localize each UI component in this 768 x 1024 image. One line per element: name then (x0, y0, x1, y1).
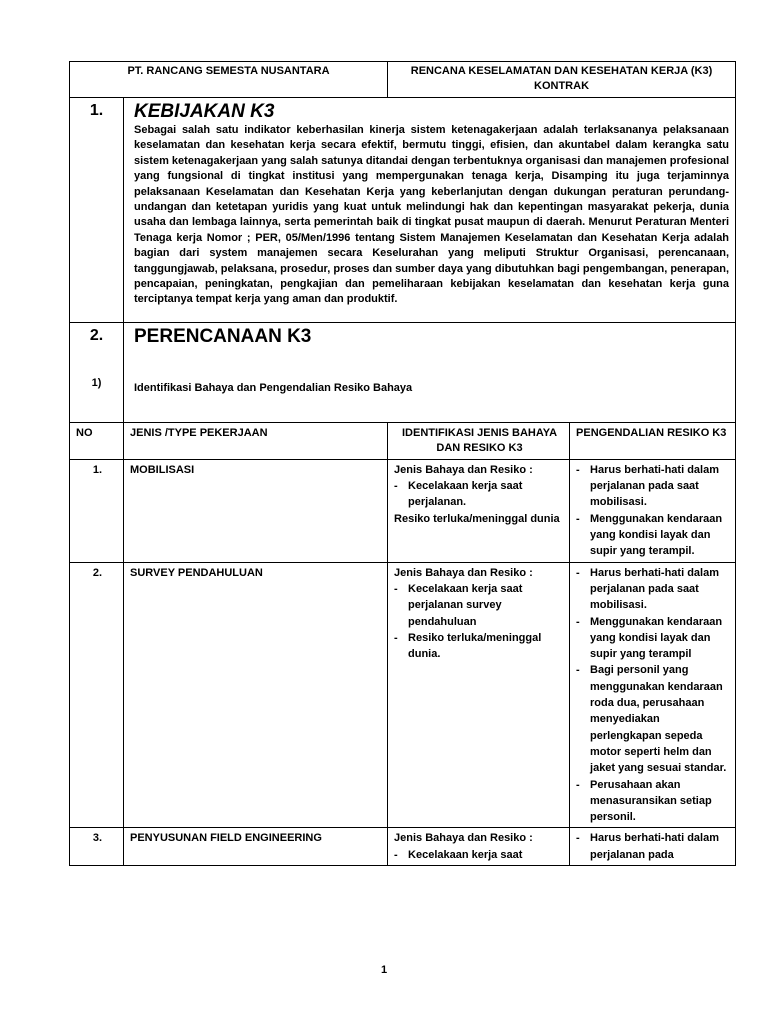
hazard-cell (388, 562, 570, 828)
document-title: RENCANA KESELAMATAN DAN KESEHATAN KERJA (K3) KONTRAK (388, 62, 736, 98)
hazard-list (394, 847, 565, 863)
hazard-cell (388, 459, 570, 562)
company-name: PT. RANCANG SEMESTA NUSANTARA (70, 62, 388, 98)
section-2-title: PERENCANAAN K3 (134, 325, 312, 347)
row-number: 1. (70, 459, 124, 562)
job-type: MOBILISASI (124, 459, 388, 562)
column-header-control: PENGENDALIAN RESIKO K3 (570, 422, 736, 459)
hazard-item: - Kecelakaan kerja saat perjalanan. (394, 478, 565, 511)
subsection-1-number: 1) (91, 376, 102, 389)
row-number: 3. (70, 828, 124, 866)
section-1-number: 1. (70, 98, 124, 323)
control-list (576, 830, 731, 863)
hazard-list (394, 581, 565, 662)
control-item: - Harus berhati-hati dalam perjalanan pada saat mobilisasi. (576, 462, 731, 511)
control-list (576, 462, 731, 560)
hazard-item: - Resiko terluka/meninggal dunia. (394, 630, 565, 663)
section-kebijakan (70, 98, 736, 323)
column-header-no: NO (70, 422, 124, 459)
control-item: - Harus berhati-hati dalam perjalanan pada (576, 830, 731, 863)
column-header-job: JENIS /TYPE PEKERJAAN (124, 422, 388, 459)
hazard-item: - Kecelakaan kerja saat perjalanan survey pendahuluan (394, 581, 565, 630)
hazard-list (394, 478, 565, 511)
row-number: 2. (70, 562, 124, 828)
table-row (70, 828, 736, 866)
section-perencanaan (70, 322, 736, 422)
control-item: - Perusahaan akan menasuransikan setiap personil. (576, 777, 731, 826)
section-1-body (124, 98, 736, 323)
control-item: - Menggunakan kendaraan yang kondisi layak dan supir yang terampil (576, 614, 731, 663)
column-header-hazard: IDENTIFIKASI JENIS BAHAYA DAN RESIKO K3 (388, 422, 570, 459)
job-type: SURVEY PENDAHULUAN (124, 562, 388, 828)
hazard-item: - Kecelakaan kerja saat (394, 847, 565, 863)
document-page (69, 61, 735, 866)
section-2-number: 2. (89, 326, 104, 344)
subsection-1-title: Identifikasi Bahaya dan Pengendalian Resiko Bahaya (134, 381, 413, 394)
control-item: - Harus berhati-hati dalam perjalanan pada saat mobilisasi. (576, 565, 731, 614)
section-1-paragraph: Sebagai salah satu indikator keberhasilan kinerja sistem ketenagakerjaan adalah terlaksananya pelaksanaan keselamatan dan kesehatan kerja secara efektif, bermutu tinggi, efisien, dan akuntabel dalam kerangka satu sistem ketenagakerjaan yang salah satunya ditandai dengan terbentuknya organisasi dan manajemen profesional yang fungsional di tingkat institusi yang mempergunakan tenaga kerja, Disamping itu juga terjaminnya pelaksanaan Keselamatan dan Kesehatan Kerja yang keberlanjutan dengan dukungan peraturan perundang-undangan dan ketetapan yuridis yang kuat untuk melindungi hak dan kepentingan masyarakat pekerja, dunia usaha dan lembaga lainnya, serta pemerintah baik di tingkat pusat maupun di daerah. Menurut Peraturan Menteri Tenaga kerja Nomor ; PER, 05/Men/1996 tentang Sistem Manajemen Keselamatan dan Kesehatan Kerja adalah bagian dari system manajemen secara Keselurahan yang meliputi Struktur Organisasi, perencanaan, tanggungjawab, pelaksana, prosedur, proses dan sumber daya yang dibutuhkan bagi pengembangan, penerapan, pencapaian, peningkatan, pengkajian dan pemeliharaan kebijakan keselamatan dan kesehatan kerja guna terciptanya tempat kerja yang aman dan produktif. (134, 124, 730, 306)
control-item: - Menggunakan kendaraan yang kondisi layak dan supir yang terampil. (576, 511, 731, 560)
page-number: 1 (380, 964, 388, 976)
hazard-heading: Jenis Bahaya dan Resiko : (394, 832, 533, 845)
section-1-title: KEBIJAKAN K3 (134, 101, 275, 122)
control-list (576, 565, 731, 826)
hazard-heading: Jenis Bahaya dan Resiko : (394, 566, 533, 579)
control-item: - Bagi personil yang menggunakan kendaraan roda dua, perusahaan menyediakan perlengkapan sepeda motor seperti helm dan jaket yang sesuai standar. (576, 662, 731, 776)
job-type: PENYUSUNAN FIELD ENGINEERING (124, 828, 388, 866)
document-header-row (70, 62, 736, 98)
hazard-heading: Jenis Bahaya dan Resiko : (394, 463, 533, 476)
section-2-number-cell (70, 322, 124, 422)
table-row (70, 459, 736, 562)
section-2-body (124, 322, 736, 422)
control-cell (570, 828, 736, 866)
control-cell (570, 562, 736, 828)
control-cell (570, 459, 736, 562)
table-row (70, 562, 736, 828)
hazard-cell (388, 828, 570, 866)
hazard-table-header (70, 422, 736, 459)
hazard-note: Resiko terluka/meninggal dunia (394, 512, 560, 525)
k3-document-table (69, 61, 736, 866)
